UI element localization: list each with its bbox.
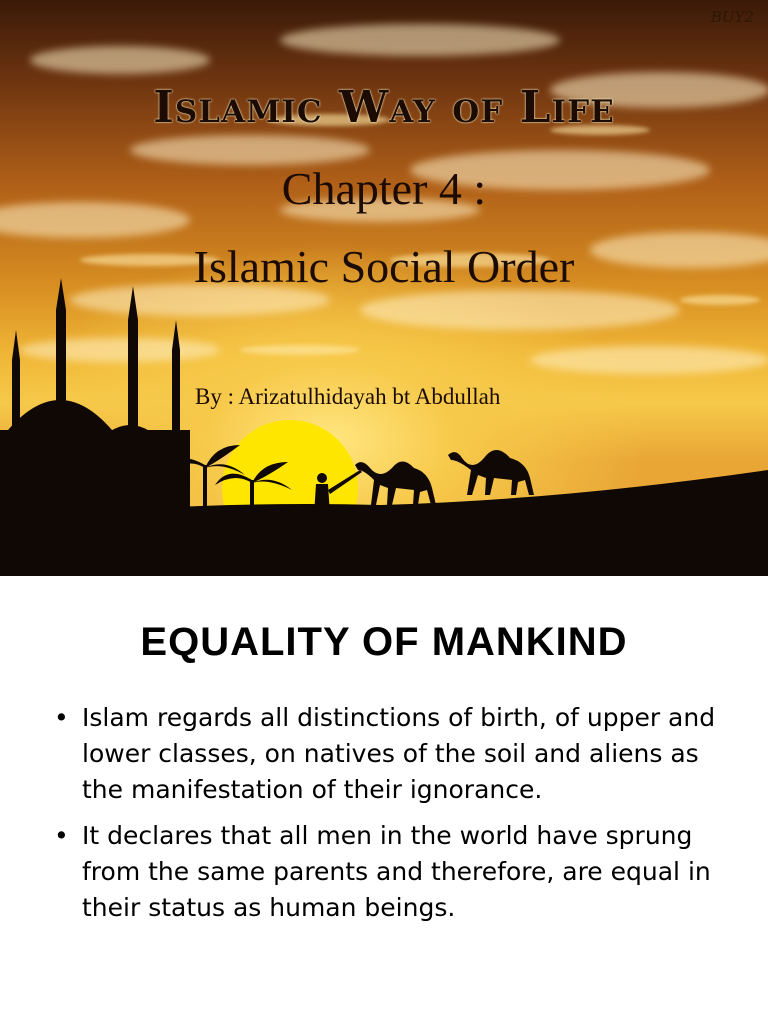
chapter-subtitle: Islamic Social Order (193, 241, 575, 292)
list-item (52, 818, 742, 926)
slide-heading: EQUALITY OF MANKIND (140, 620, 628, 664)
bullet-list (52, 700, 742, 936)
camel-silhouette (448, 450, 534, 495)
content-slide (0, 576, 768, 1024)
presentation-title: Islamic Way of Life (153, 82, 615, 133)
mosque-silhouette (0, 278, 190, 540)
list-item (52, 700, 742, 808)
author-line: By : Arizatulhidayah bt Abdullah (195, 384, 501, 409)
chapter-heading: Chapter 4 : (281, 163, 487, 214)
bullet-marker: • (54, 703, 69, 732)
bullet-marker: • (54, 821, 69, 850)
bullet-text: Islam regards all distinctions of birth, of upper and lower classes, on natives of the soil and aliens as the manifestation of their ignorance. (82, 703, 716, 804)
camel-silhouette (355, 462, 436, 506)
watermark-text: BUY2 (710, 8, 754, 26)
bullet-text: It declares that all men in the world have sprung from the same parents and therefore, are equal in their status as human beings. (82, 821, 711, 922)
